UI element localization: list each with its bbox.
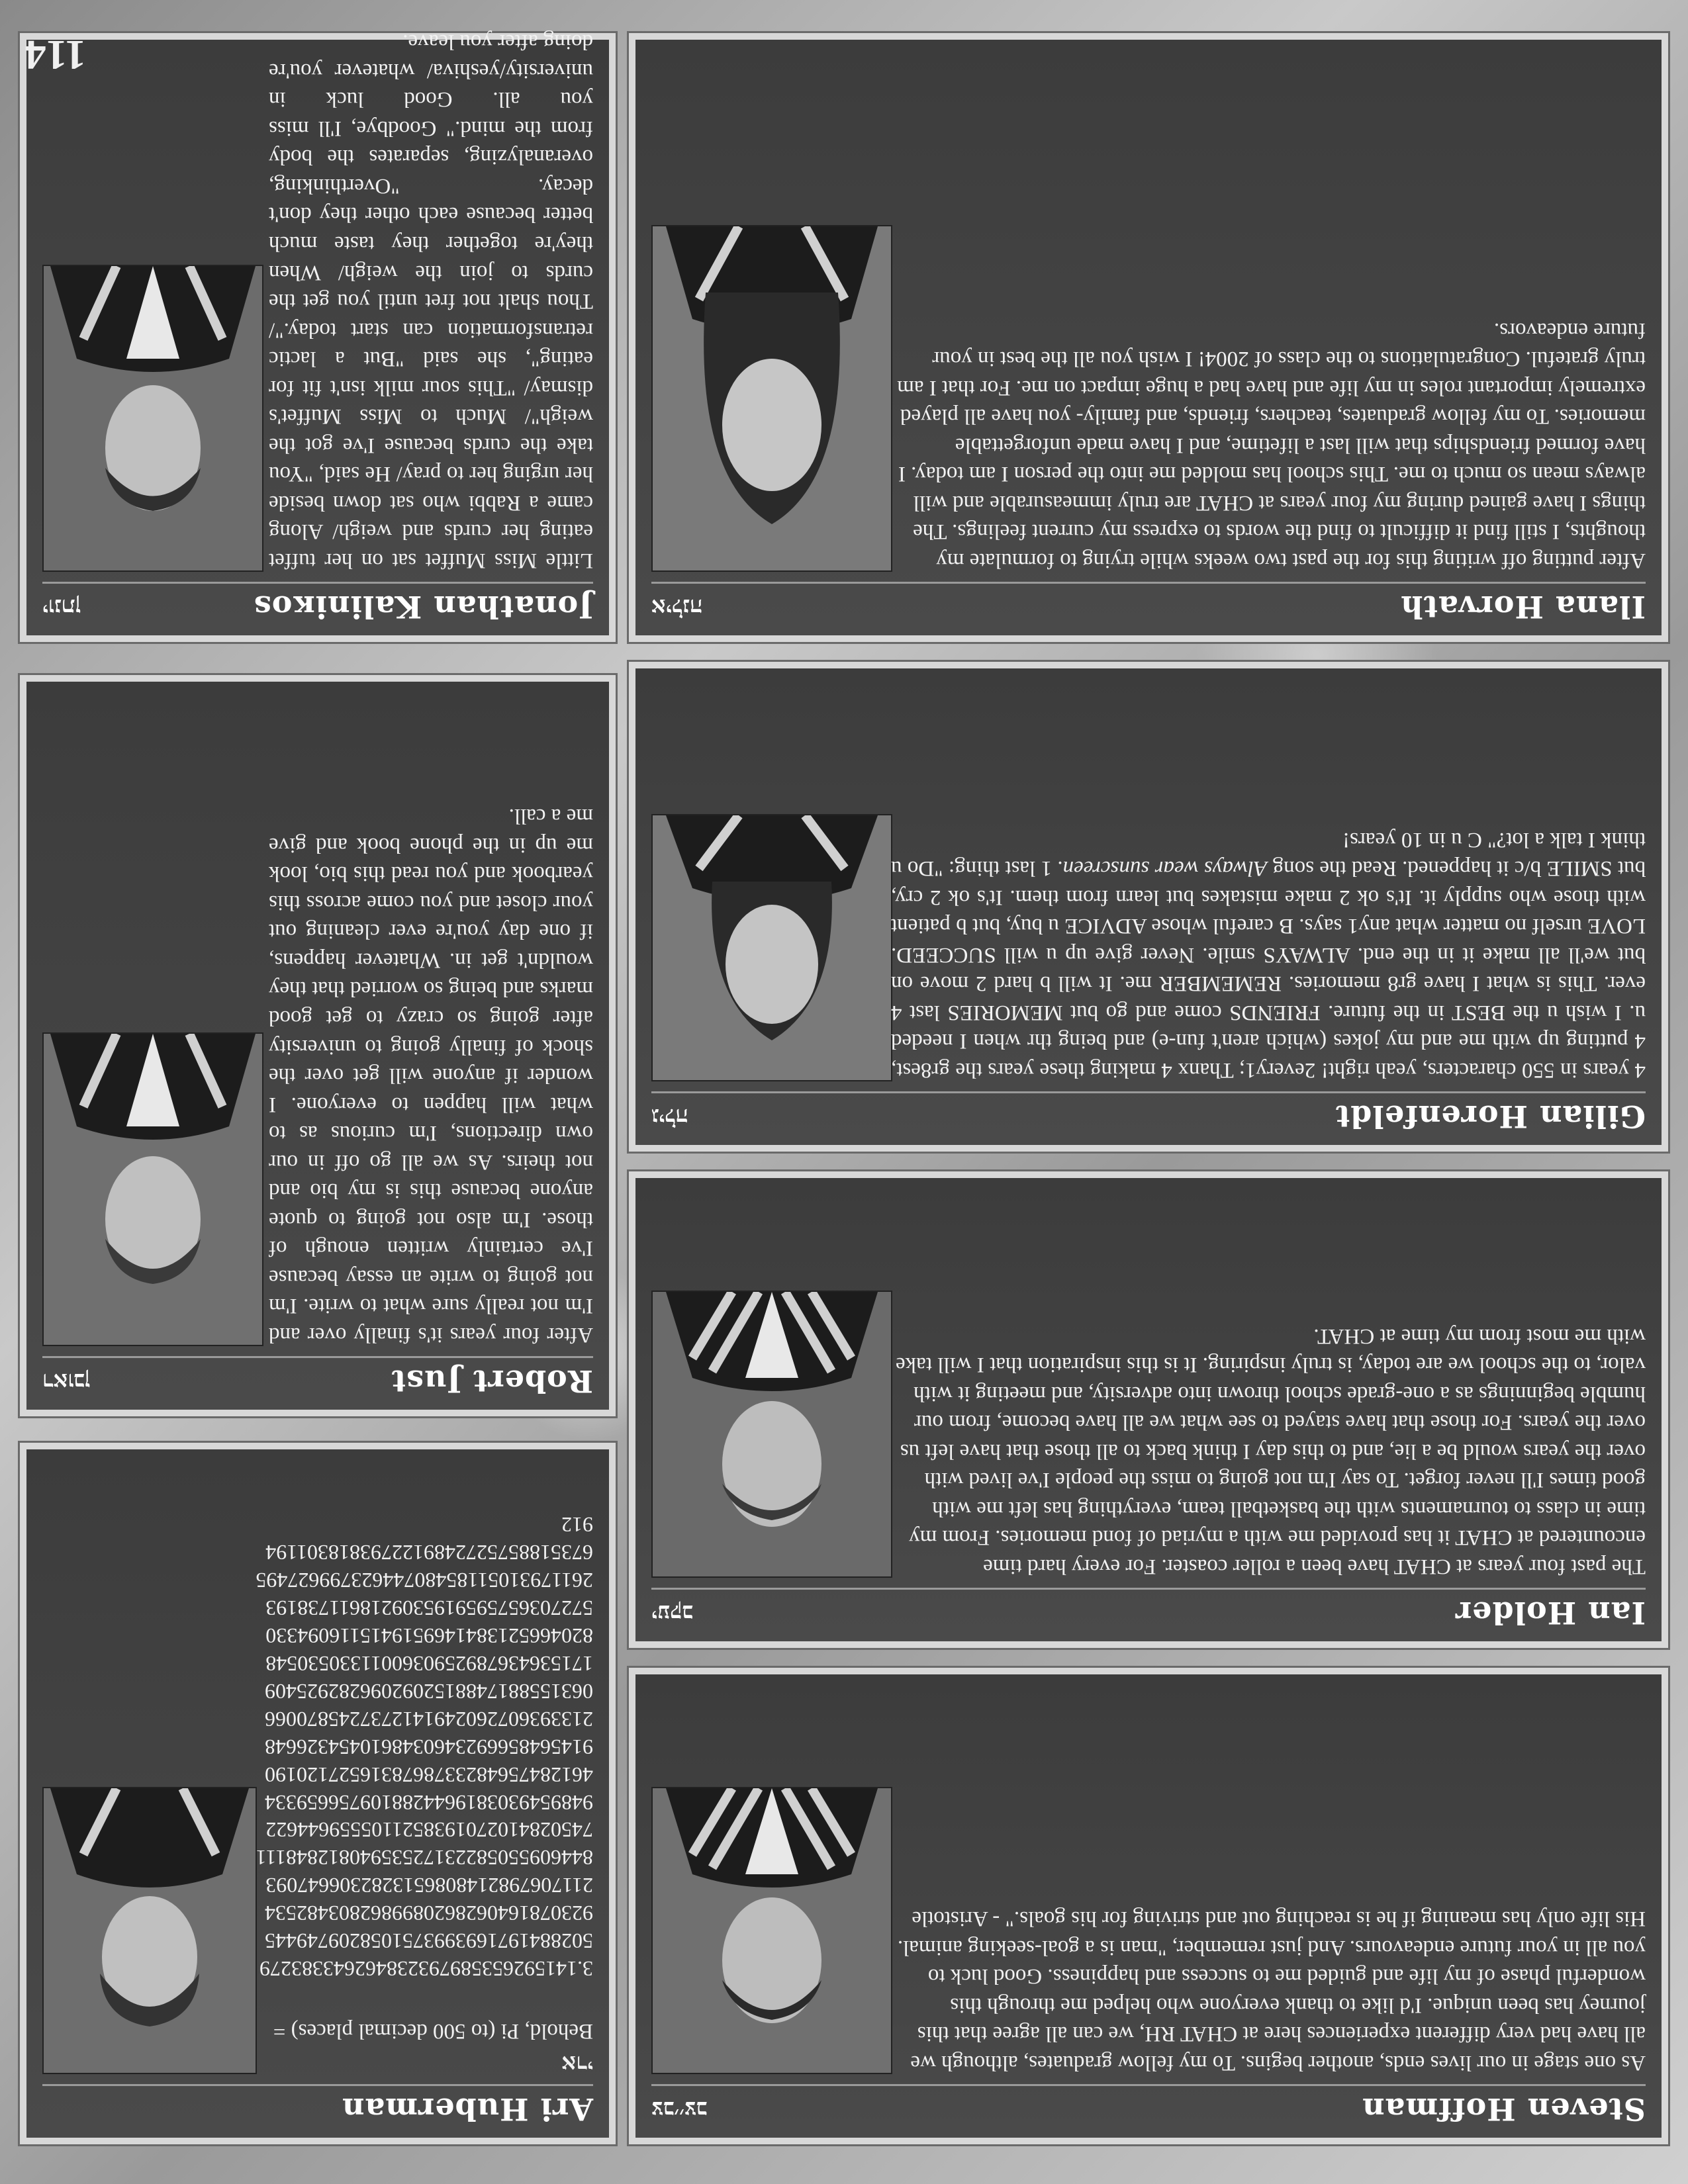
profile-card-robert-just [20,675,616,1416]
profile-name: Ian Holder [1454,1595,1646,1631]
profile-card-ilana-horvath [629,33,1668,642]
profile-header [651,1091,1646,1140]
profile-bio: Behold, Pi (to 500 decimal places) = [273,2019,593,2043]
profile-name: Ilana Horvath [1400,589,1646,625]
profile-card-ian-holder [629,1171,1668,1648]
profile-hebrew-name: יעקב [651,1600,693,1626]
profile-name: Robert Just [391,1363,593,1399]
portrait-photo [651,225,892,572]
profile-card-ari-huberman [20,1443,616,2144]
profile-hebrew-name: גילה [651,1103,688,1130]
profile-header [42,1356,593,1404]
profile-bio: The past four years at CHAT have been a roller coaster. For every hard time encountered at CHAT it has provided me with a myriad of fond memories. From my time in class to tournaments with the basketball team, everything has left me with good times I'll never forget. To say I'm not going to miss the people I've lived with over the years would be a lie, and to this day I think back to all those that have left us over the years. For those that have stayed to see what we all have become, from our humble beginnings as a one-grade school thrown into adversity, and meeting it with valor, to the school we are today, is truly inspiring. It is this inspiration that I will take with me most from my time at CHAT. [895,1324,1646,1578]
portrait-icon [44,1034,262,1345]
profile-hebrew-name: ארי [561,2050,593,2077]
profile-name: Jonathan Kaliniкos [253,589,593,625]
portrait-icon [653,226,891,570]
profile-bio [891,825,1646,1084]
profile-card-jonathan-kaliniкos [20,30,616,642]
portrait-icon [653,1788,891,2073]
profile-hebrew-name: אילנה [651,594,703,620]
bio-text: 4 years in 550 characters, yeah right! 2every1; Thanx 4 making these years the gr8est, 4 putting up with me and my jokes (which aren't fun-e) and being thr when I needed u. I wish u the BEST in the future. FRIENDS come and go but MEMORIES last 4 ever. This is what I have gr8 memories. REMEMBER me. It will b hard 2 move on but we'll all make it in the end. ALWAYS smile. Never give up u will SUCCEED. LOVE urself no matter what any1 says. B careful whose ADVICE u buy, but b patient with those who supply it. It's ok 2 make mistakes but learn from them. It's ok 2 cry, but SMILE b/c it happened. Read the song [891,856,1646,1082]
portrait-icon [653,1292,891,1576]
page-number: 114 [24,32,86,79]
portrait-photo [42,265,263,572]
profile-name: Ari Huberman [342,2091,593,2127]
profile-bio: As one stage in our lives ends, another begins. To my fellow graduates, although we all have had very different experiences here at CHAT RH, we can all agree that this journey has been unique. I'd like to thank everyone who helped me through this wonderful phase of my life and guided me to success and happiness. Good luck to you all in your future endeavours. And just remember, "man is a goal-seeking animal. His life only has meaning if he is reaching out and striving for his goals." - Aristotle [897,1907,1646,2075]
portrait-photo [651,1291,892,1578]
profile-bio: After putting off writing this for the past two weeks while trying to formulate my thoughts, I still find it difficult to find the words to express my current feelings. The things I have gained during my four years at CHAT are truly immeasurable and will always mean so much to me. This school has molded me into the person I am today. I have formed friendships that will last a lifetime, and I have made unforgettable memories. To my fellow graduates, teachers, friends, and family- you have all played extremely important roles in my life and have had a huge impact on me. For that I am truly grateful. Congratulations to the class of 2004! I wish you all the best in your future endeavors. [897,318,1646,572]
profile-name: Gilian Horenfeldt [1335,1099,1646,1134]
portrait-photo [42,1032,263,1346]
profile-bio: Little Miss Muffet sat on her tuffet eating her curds and weigh/ Along came a Rabbi who sat down beside her urging her to pray/ He said, "You take the curds because I've got the weigh"/ Much to Miss Muffet's dismay/ "This sour milk isn't fit for eating", she said "But a lactic retransformation can start today."/ Thou shalt not fret until you get the curds to join the weigh/ When they're together they taste much better because each other they don't decay. "Overthinking, overanalyzing, separates the body from the mind." Goodbye, I'll miss you all. Good luck in university/yeshiva/ whatever you're doing after you leave. [269,30,593,572]
profile-header [651,2084,1646,2132]
profile-card-gilian-horenfeldt [629,662,1668,1152]
profile-name: Steven Hoffman [1362,2091,1646,2127]
profile-header [42,582,593,630]
profile-header [42,2084,593,2132]
portrait-photo [651,814,892,1081]
profile-hebrew-name: ראובן [42,1368,91,1394]
bio-text-end: . 1 last thing: "Do u think I talk a lot?" C u in 10 years! [891,827,1646,881]
portrait-icon [653,815,891,1080]
portrait-photo [651,1787,892,2074]
portrait-icon [44,266,262,570]
profile-bio: After four years it's finally over and I'm not really sure what to write. I'm not going to write an essay because I've certainly written enough of those. I'm also not going to quote anyone because this is my bio and not theirs. As we all go off in our own directions, I'm curious as to what will happen to everyone. I wonder if anyone will get over the shock of finally going to university after going so crazy to get good marks and being so worried that they wouldn't get in. Whatever happens, if one day you're ever cleaning out your closet and you come across this yearbook and you read this bio, look me up in the phone book and give me a call. [269,804,593,1347]
profile-hebrew-name: צב׳׳צב [651,2096,708,2122]
profile-card-steven-hoffman [629,1668,1668,2144]
profile-header [651,1588,1646,1636]
song-title: Always wear sunscreen [1062,856,1268,881]
portrait-icon [44,1788,256,2073]
profile-hebrew-name: יונתן [42,594,81,620]
portrait-photo [42,1787,257,2074]
pi-digits: 3.14159265358979323846264338327950288419716939937510582097494459230781640628620899862803482534211706798214808651328230664709384460955058223172535940812848111745028410270193852110555964462294895493038196442881097566593344612847564823378678316527120190914564856692346034861045432664821339360726024914127372458700660631558817488152092096282925409171536436789259036001133053054882046652138414695194151160943305727036575959195309218611738193261179310511854807446237996274956735188575272489122793818301194912 [256,1513,593,1981]
profile-header [651,582,1646,630]
